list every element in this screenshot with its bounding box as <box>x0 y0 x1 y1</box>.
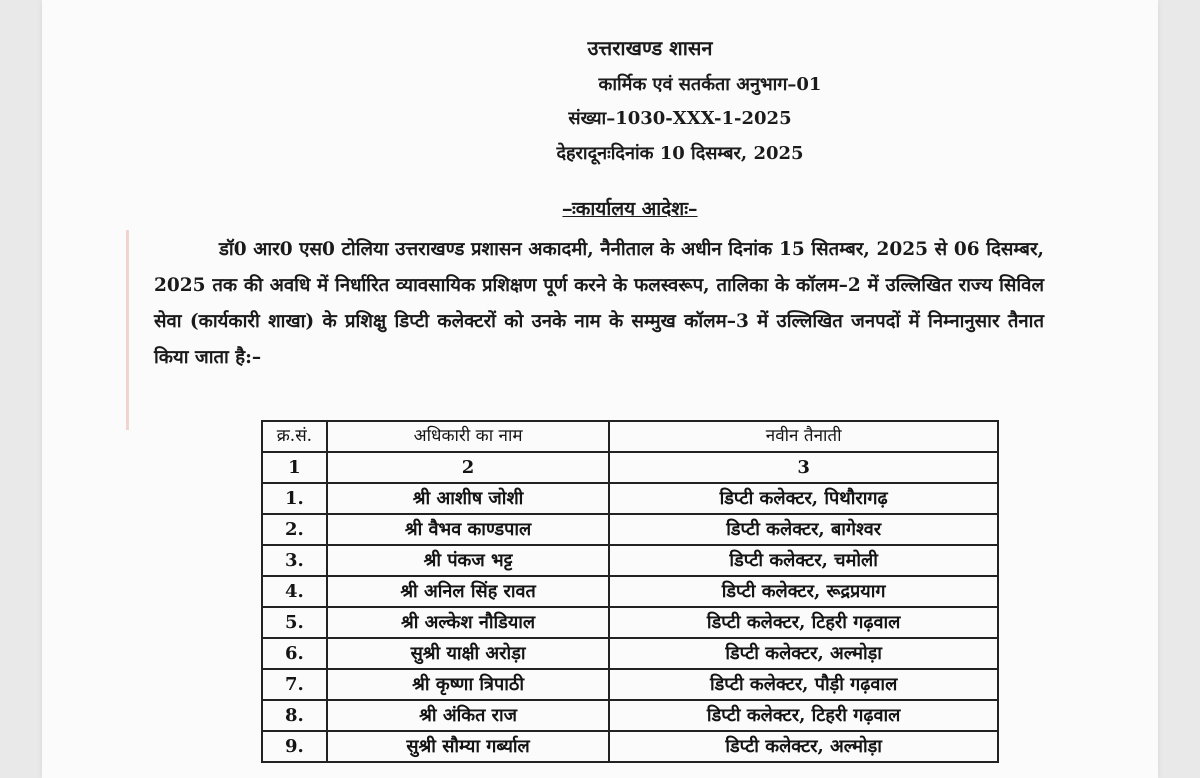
row-sno: 8. <box>262 700 327 731</box>
row-officer-name: सुश्री याक्षी अरोड़ा <box>327 638 609 669</box>
table-row <box>262 607 998 638</box>
place-date: देहरादूनःदिनांक 10 दिसम्बर, 2025 <box>556 143 804 164</box>
table-row <box>262 545 998 576</box>
govt-heading: उत्तराखण्ड शासन <box>587 36 713 60</box>
row-sno: 7. <box>262 669 327 700</box>
row-officer-name: सुश्री सौम्या गर्ब्याल <box>327 731 609 762</box>
column-number: 3 <box>609 452 998 483</box>
row-sno: 2. <box>262 514 327 545</box>
margin-mark <box>126 230 129 430</box>
table-row <box>262 669 998 700</box>
header-new-posting: नवीन तैनाती <box>609 421 998 452</box>
table-row <box>262 514 998 545</box>
row-officer-name: श्री अनिल सिंह रावत <box>327 576 609 607</box>
row-posting: डिप्टी कलेक्टर, अल्मोड़ा <box>609 731 998 762</box>
table-row <box>262 483 998 514</box>
row-posting: डिप्टी कलेक्टर, रूद्रप्रयाग <box>609 576 998 607</box>
order-number: संख्या–1030-XXX-1-2025 <box>568 108 792 129</box>
row-posting: डिप्टी कलेक्टर, अल्मोड़ा <box>609 638 998 669</box>
row-posting: डिप्टी कलेक्टर, टिहरी गढ़वाल <box>609 607 998 638</box>
row-posting: डिप्टी कलेक्टर, बागेश्वर <box>609 514 998 545</box>
row-posting: डिप्टी कलेक्टर, टिहरी गढ़वाल <box>609 700 998 731</box>
row-sno: 4. <box>262 576 327 607</box>
row-sno: 3. <box>262 545 327 576</box>
posting-table <box>261 420 999 763</box>
table-row <box>262 638 998 669</box>
row-posting: डिप्टी कलेक्टर, पौड़ी गढ़वाल <box>609 669 998 700</box>
column-number-row <box>262 452 998 483</box>
row-officer-name: श्री अंकित राज <box>327 700 609 731</box>
column-number: 2 <box>327 452 609 483</box>
order-title: –ःकार्यालय आदेशः– <box>562 198 698 220</box>
table-row <box>262 700 998 731</box>
order-paragraph: डॉ0 आर0 एस0 टोलिया उत्तराखण्ड प्रशासन अकादमी, नैनीताल के अधीन दिनांक 15 सितम्बर, 2025 से 06 दिसम्बर, 2025 तक की अवधि में निर्धारित व्यावसायिक प्रशिक्षण पूर्ण करने के फलस्वरूप, तालिका के कॉलम–2 में उल्लिखित राज्य सिविल सेवा (कार्यकारी शाखा) के प्रशिक्षु डिप्टी कलेक्टरों को उनके नाम के सम्मुख कॉलम–3 में उल्लिखित जनपदों में निम्नानुसार तैनात किया जाता है:– <box>154 239 1044 368</box>
table-row <box>262 731 998 762</box>
table-header-row <box>262 421 998 452</box>
row-sno: 9. <box>262 731 327 762</box>
row-sno: 1. <box>262 483 327 514</box>
department-heading: कार्मिक एवं सतर्कता अनुभाग–01 <box>598 74 822 95</box>
row-officer-name: श्री वैभव काण्डपाल <box>327 514 609 545</box>
row-officer-name: श्री अल्केश नौडियाल <box>327 607 609 638</box>
row-posting: डिप्टी कलेक्टर, पिथौरागढ़ <box>609 483 998 514</box>
row-officer-name: श्री पंकज भट्ट <box>327 545 609 576</box>
column-number: 1 <box>262 452 327 483</box>
row-officer-name: श्री कृष्णा त्रिपाठी <box>327 669 609 700</box>
row-sno: 5. <box>262 607 327 638</box>
header-sno: क्र.सं. <box>262 421 327 452</box>
document-page <box>42 0 1158 778</box>
row-officer-name: श्री आशीष जोशी <box>327 483 609 514</box>
row-posting: डिप्टी कलेक्टर, चमोली <box>609 545 998 576</box>
table-row <box>262 576 998 607</box>
row-sno: 6. <box>262 638 327 669</box>
header-officer-name: अधिकारी का नाम <box>327 421 609 452</box>
